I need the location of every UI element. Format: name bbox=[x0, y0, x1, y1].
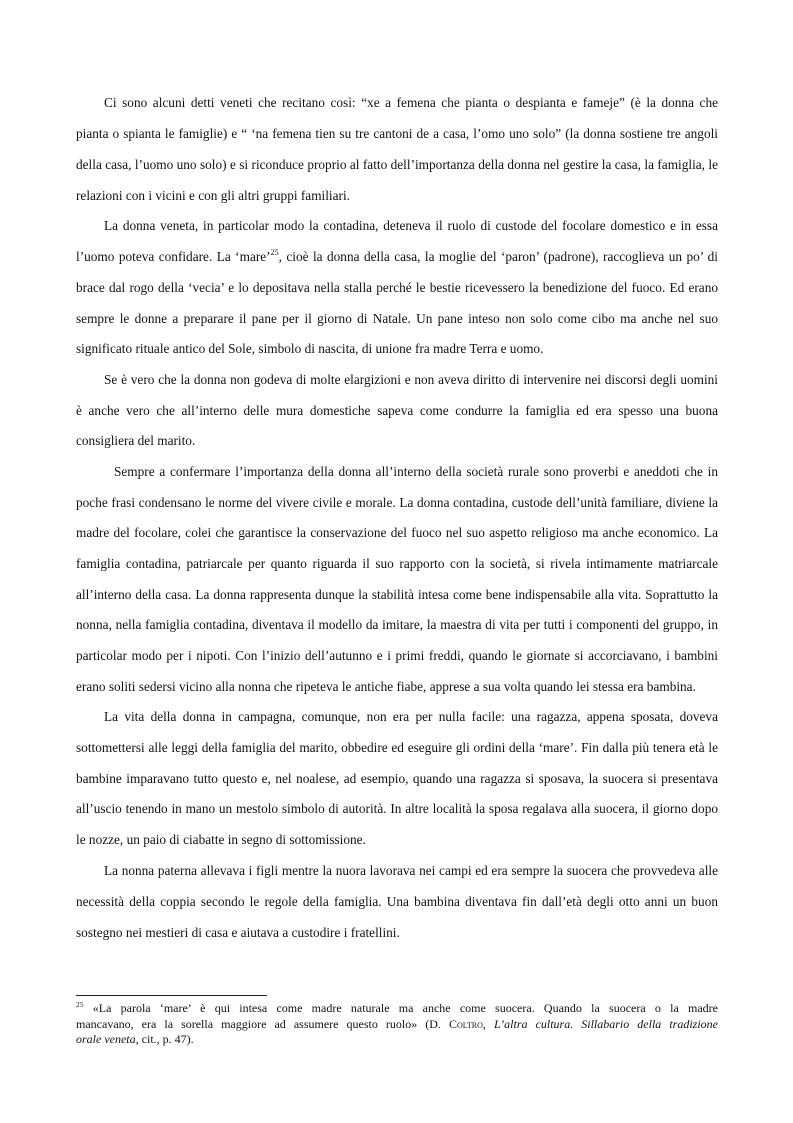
paragraph-4-line-1: Sempre a confermare l’importanza della donna all’interno della società rurale sono proverbi e aneddoti che in bbox=[114, 464, 718, 479]
footnote-reference[interactable]: 25 bbox=[270, 248, 279, 257]
paragraph-4-line-3: madre del focolare, colei che garantisce la conservazione del fuoco nel suo aspetto religioso ma anche economico. La bbox=[76, 525, 718, 540]
footnote-line-1-text: «La parola ‘mare’ è qui intesa come madre naturale ma anche come suocera. Quando la suocera o la madre bbox=[92, 1001, 718, 1015]
footnote-number: 25 bbox=[76, 1000, 84, 1009]
paragraph-1-line-4: relazioni con i vicini e con gli altri gruppi familiari. bbox=[76, 188, 350, 203]
paragraph-1-line-2: pianta o spianta le famiglie) e “ ‘na femena tien su tre cantoni de a casa, l’omo uno solo” (la donna sostiene tre angoli bbox=[76, 126, 718, 141]
paragraph-2-line-5: significato rituale antico del Sole, simbolo di nascita, di unione fra madre Terra e uomo. bbox=[76, 341, 544, 356]
paragraph-5-line-2: sottomettersi alle leggi della famiglia del marito, obbedire ed eseguire gli ordini della ‘mare’. Fin dalla più tenera età le bbox=[76, 740, 718, 755]
paragraph-5-line-3: bambine imparavano tutto questo e, nel noalese, ad esempio, quando una ragazza si sposava, la suocera si presentava bbox=[76, 771, 718, 786]
paragraph-2-line-1: La donna veneta, in particolar modo la contadina, deteneva il ruolo di custode del focolare domestico e in essa bbox=[104, 218, 718, 233]
footnote-comma: , bbox=[482, 1017, 494, 1031]
footnote-title-part-1: L’altra cultura. Sillabario della tradizione bbox=[493, 1017, 718, 1031]
paragraph-3-line-3: consigliera del marito. bbox=[76, 433, 196, 448]
paragraph-2-line-3: brace dal rogo della ‘vecia’ e lo depositava nella stalla perché le bestie ricevessero la benedizione del fuoco. Ed erano bbox=[76, 280, 718, 295]
paragraph-4-line-5: all’interno della casa. La donna rappresenta dunque la stabilità intesa come bene indispensabile alla vita. Soprattutto la bbox=[76, 587, 718, 602]
paragraph-2-line-4: sempre le donne a preparare il pane per il giorno di Natale. Un pane inteso non solo come cibo ma anche nel suo bbox=[76, 311, 718, 326]
paragraph-2-line-2 bbox=[76, 249, 718, 265]
paragraph-3-line-2: è anche vero che all’interno delle mura domestiche sapeva come condurre la famiglia ed era spesso una buona bbox=[76, 403, 718, 418]
paragraph-4-line-4: famiglia contadina, patriarcale per quanto riguarda il suo rapporto con la società, si rivela intimamente matriarcale bbox=[76, 556, 718, 571]
paragraph-6-line-1: La nonna paterna allevava i figli mentre la nuora lavorava nei campi ed era sempre la suocera che provvedeva alle bbox=[104, 863, 718, 878]
paragraph-6-line-2: necessità della coppia secondo le regole della famiglia. Una bambina diventava fin dall’età degli otto anni un buon bbox=[76, 894, 718, 909]
paragraph-1-line-3: della casa, l’uomo uno solo) e si riconduce proprio al fatto dell’importanza della donna nel gestire la casa, la famiglia, le bbox=[76, 157, 718, 172]
footnote-line-2-text: mancavano, era la sorella maggiore ad assumere questo ruolo» (D. bbox=[76, 1017, 449, 1031]
paragraph-5-line-5: le nozze, un paio di ciabatte in segno di sottomissione. bbox=[76, 832, 366, 847]
paragraph-5-line-1: La vita della donna in campagna, comunque, non era per nulla facile: una ragazza, appena sposata, doveva bbox=[104, 709, 718, 724]
paragraph-4-line-7: particolar modo per i nipoti. Con l’inizio dell’autunno e i primi freddi, quando le giornate si accorciavano, i bambini bbox=[76, 648, 718, 663]
footnote-citation: cit., p. 47). bbox=[138, 1032, 194, 1046]
footnote-author: Coltro bbox=[448, 1017, 483, 1031]
paragraph-4-line-6: nonna, nella famiglia contadina, diventava il modello da imitare, la maestra di vita per tutti i componenti del gruppo, in bbox=[76, 617, 718, 632]
footnote-separator bbox=[76, 995, 267, 996]
paragraph-6-line-3: sostegno nei mestieri di casa e aiutava a custodire i fratellini. bbox=[76, 925, 400, 940]
paragraph-3-line-1: Se è vero che la donna non godeva di molte elargizioni e non aveva diritto di intervenire nei discorsi degli uomini bbox=[104, 372, 718, 387]
paragraph-4-line-8: erano soliti sedersi vicino alla nonna che ripeteva le antiche fiabe, apprese a sua volta quando lei stessa era bambina. bbox=[76, 679, 696, 694]
footnote-line-3 bbox=[76, 1032, 718, 1046]
paragraph-2-line-2-rest: , cioè la donna della casa, la moglie del ‘paron’ (padrone), raccoglieva un po’ di bbox=[278, 249, 718, 264]
footnote-line-1 bbox=[76, 1001, 718, 1015]
paragraph-4-line-2: poche frasi condensano le norme del vivere civile e morale. La donna contadina, custode dell’unità familiare, diviene la bbox=[76, 495, 718, 510]
footnote-title-part-2: orale veneta, bbox=[76, 1032, 139, 1046]
paragraph-5-line-4: all’uscio tenendo in mano un mestolo simbolo di autorità. In altre località la sposa regalava alla suocera, il giorno dopo bbox=[76, 801, 718, 816]
footnote-line-2 bbox=[76, 1017, 718, 1031]
paragraph-1-line-1: Ci sono alcuni detti veneti che recitano così: “xe a femena che pianta o despianta e fameje” (è la donna che bbox=[104, 95, 718, 110]
paragraph-2-line-2-start: l’uomo poteva confidare. La ‘mare’ bbox=[76, 249, 271, 264]
